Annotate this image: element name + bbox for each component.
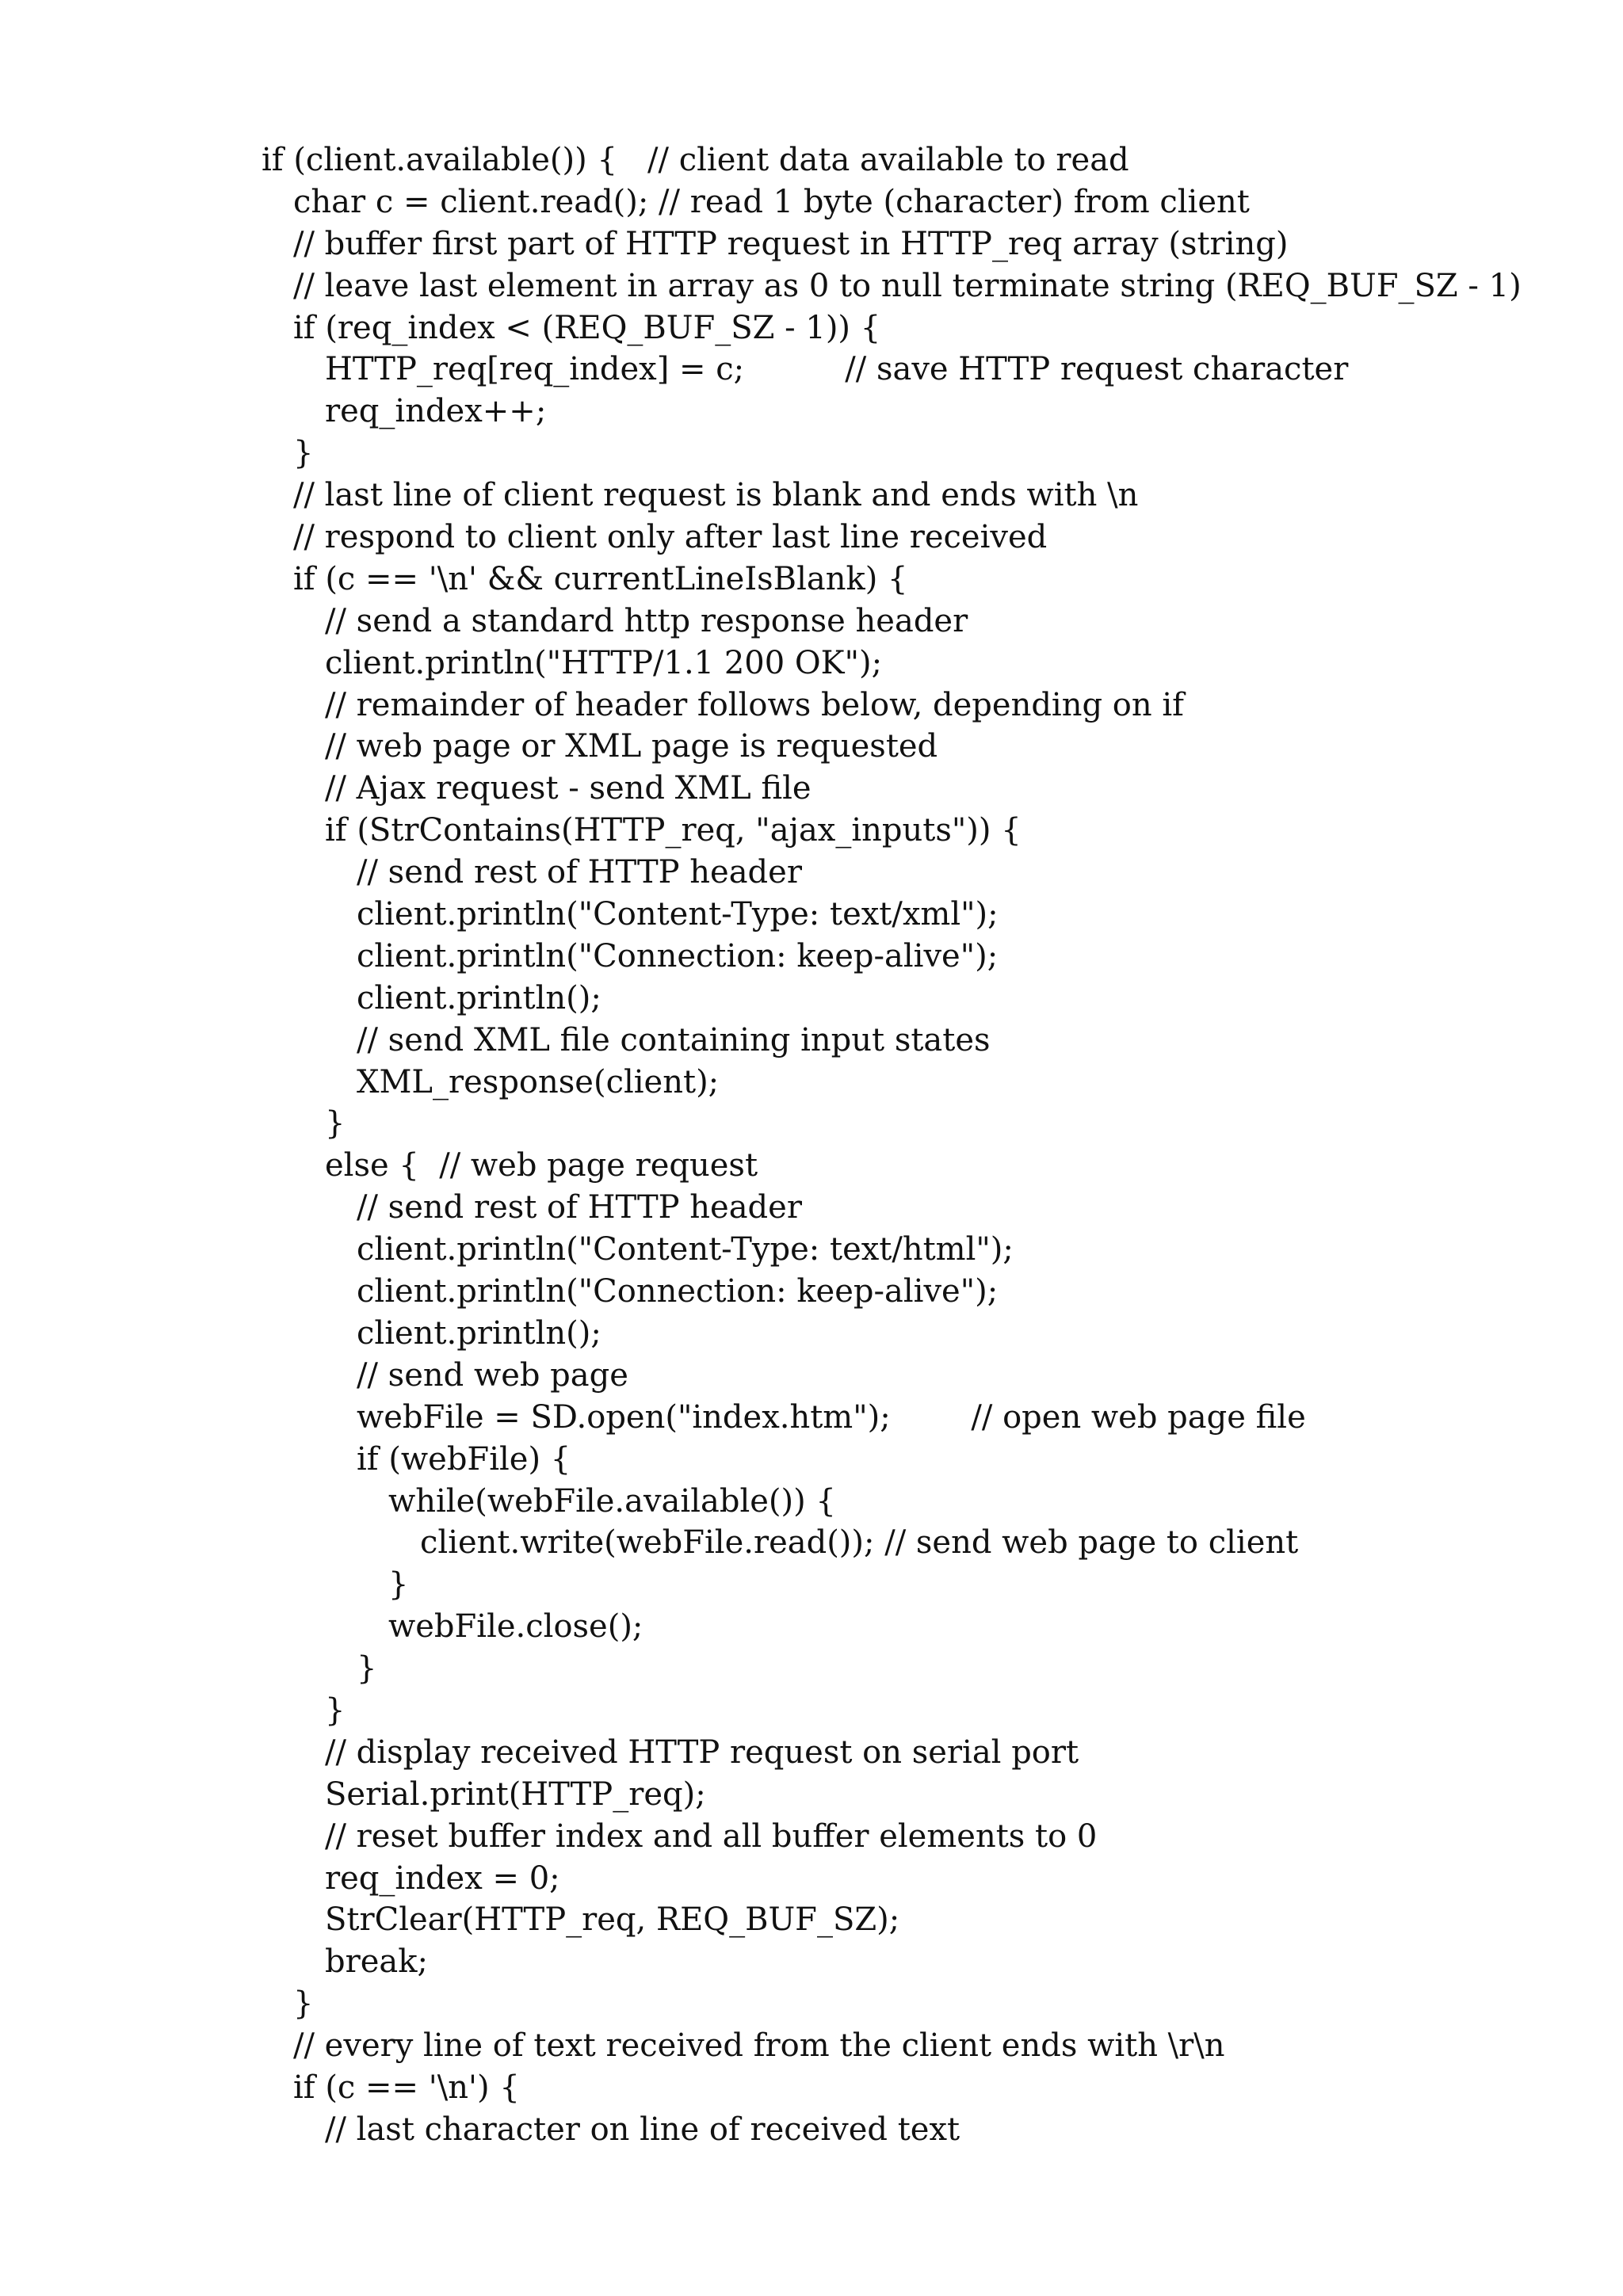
code-listing (262, 139, 1609, 2151)
code-comment-line: // respond to client only after last line received (293, 519, 1048, 556)
code-closing-brace: } (388, 1566, 409, 1604)
code-line: Serial.print(HTTP_req); (325, 1775, 706, 1813)
code-line: webFile = SD.open("index.htm"); // open web page file (357, 1398, 1306, 1436)
code-comment-line: // last line of client request is blank and ends with \n (293, 477, 1139, 514)
code-line: while(webFile.available()) { (388, 1482, 836, 1520)
code-closing-brace: } (325, 1691, 346, 1729)
code-comment-line: // display received HTTP request on serial port (325, 1733, 1079, 1771)
code-comment-line: // send rest of HTTP header (357, 1189, 802, 1226)
code-comment-line: // send XML file containing input states (357, 1021, 991, 1058)
code-line: client.println(); (357, 979, 601, 1016)
code-comment-line: // send web page (357, 1356, 628, 1394)
code-comment-line: // web page or XML page is requested (325, 728, 938, 765)
code-line: webFile.close(); (388, 1608, 643, 1646)
code-line: client.println("HTTP/1.1 200 OK"); (325, 644, 883, 681)
code-line: HTTP_req[req_index] = c; // save HTTP request character (325, 351, 1349, 388)
code-line: XML_response(client); (357, 1063, 720, 1100)
code-line: if (StrContains(HTTP_req, "ajax_inputs")) { (325, 812, 1022, 849)
code-line: if (client.available()) { // client data available to read (262, 142, 1129, 178)
code-line: client.println("Connection: keep-alive"); (357, 1273, 999, 1310)
code-comment-line: // Ajax request - send XML file (325, 770, 812, 807)
code-comment-line: // last character on line of received text (325, 2111, 960, 2148)
code-line: client.println("Content-Type: text/html"); (357, 1231, 1014, 1268)
code-closing-brace: } (325, 1105, 346, 1142)
code-line: if (c == '\n') { (293, 2069, 520, 2106)
code-line: client.println(); (357, 1314, 601, 1352)
code-comment-line: // remainder of header follows below, depending on if (325, 686, 1184, 723)
code-line: else { // web page request (325, 1147, 758, 1184)
code-comment-line: // send rest of HTTP header (357, 854, 802, 891)
code-line: StrClear(HTTP_req, REQ_BUF_SZ); (325, 1901, 900, 1939)
code-line: client.println("Connection: keep-alive"); (357, 937, 999, 974)
code-line: if (c == '\n' && currentLineIsBlank) { (293, 560, 908, 597)
code-line: if (webFile) { (357, 1440, 571, 1478)
code-line: client.println("Content-Type: text/xml"); (357, 896, 999, 933)
code-line: req_index = 0; (325, 1859, 560, 1897)
code-line: if (req_index < (REQ_BUF_SZ - 1)) { (293, 309, 881, 346)
code-line: char c = client.read(); // read 1 byte (character) from client (293, 183, 1250, 220)
code-comment-line: // reset buffer index and all buffer elements to 0 (325, 1817, 1098, 1855)
code-line: client.write(webFile.read()); // send web page to client (420, 1524, 1299, 1562)
code-comment-line: // every line of text received from the client ends with \r\n (293, 2027, 1225, 2065)
code-comment-line: // send a standard http response header (325, 602, 968, 639)
code-closing-brace: } (293, 435, 314, 472)
code-comment-line: // leave last element in array as 0 to null terminate string (REQ_BUF_SZ - 1) (293, 267, 1522, 304)
code-closing-brace: } (357, 1650, 377, 1688)
code-line: break; (325, 1943, 428, 1981)
code-line: req_index++; (325, 393, 547, 430)
code-closing-brace: } (293, 1985, 314, 2023)
code-comment-line: // buffer first part of HTTP request in HTTP_req array (string) (293, 225, 1289, 262)
